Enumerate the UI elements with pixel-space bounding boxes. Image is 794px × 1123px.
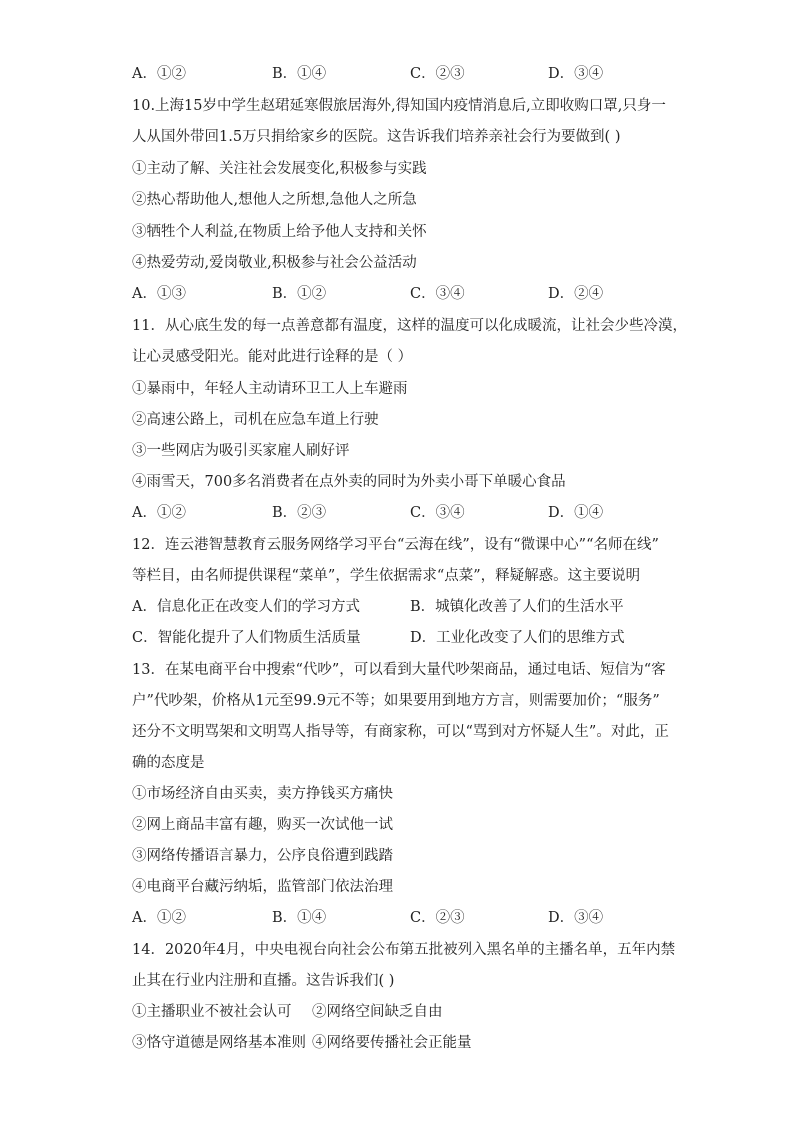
q10-stem-line-2: 人从国外带回1.5万只捐给家乡的医院。这告诉我们培养亲社会行为要做到( ) bbox=[132, 129, 621, 145]
q13-option-a[interactable]: A．①② bbox=[132, 910, 186, 926]
q12-stem-line-1: 12．连云港智慧教育云服务网络学习平台“云海在线”，设有“微课中心”“名师在线” bbox=[132, 537, 659, 553]
q12-option-d[interactable]: D．工业化改变了人们的思维方式 bbox=[410, 630, 625, 646]
q9-option-a[interactable]: A．①② bbox=[132, 66, 186, 82]
q12-stem-line-2: 等栏目，由名师提供课程“菜单”，学生依据需求“点菜”，释疑解惑。这主要说明 bbox=[132, 568, 641, 584]
q11-options bbox=[132, 503, 692, 523]
q13-stem-line-1: 13．在某电商平台中搜索“代吵”，可以看到大量代吵架商品，通过电话、短信为“客 bbox=[132, 662, 666, 678]
q10-statement-4: ④热爱劳动,爱岗敬业,积极参与社会公益活动 bbox=[132, 255, 417, 271]
q13-statement-1: ①市场经济自由买卖，卖方挣钱买方痛快 bbox=[132, 786, 393, 802]
q13-statement-4: ④电商平台藏污纳垢，监管部门依法治理 bbox=[132, 879, 393, 895]
q11-stem-line-2: 让心灵感受阳光。能对此进行诠释的是（ ） bbox=[132, 349, 413, 365]
q11-stem-line-1: 11．从心底生发的每一点善意都有温度，这样的温度可以化成暖流，让社会少些冷漠， bbox=[132, 318, 687, 334]
q10-options bbox=[132, 284, 692, 304]
q13-statement-3: ③网络传播语言暴力，公序良俗遭到践踏 bbox=[132, 848, 393, 864]
q11-option-b[interactable]: B．②③ bbox=[272, 505, 327, 521]
q13-options bbox=[132, 908, 692, 928]
q10-option-b[interactable]: B．①② bbox=[272, 286, 327, 302]
q13-option-c[interactable]: C．②③ bbox=[410, 910, 465, 926]
q12-option-a[interactable]: A．信息化正在改变人们的学习方式 bbox=[132, 599, 360, 615]
q11-option-c[interactable]: C．③④ bbox=[410, 505, 465, 521]
q9-options bbox=[132, 64, 692, 84]
q10-statement-2: ②热心帮助他人,想他人之所想,急他人之所急 bbox=[132, 192, 417, 208]
q11-statement-2: ②高速公路上，司机在应急车道上行驶 bbox=[132, 412, 379, 428]
q13-option-b[interactable]: B．①④ bbox=[272, 910, 327, 926]
q9-option-d[interactable]: D．③④ bbox=[548, 66, 604, 82]
q14-statement-2: ②网络空间缺乏自由 bbox=[312, 1004, 443, 1020]
q13-stem-line-2: 户”代吵架，价格从1元至99.9元不等；如果要用到地方方言，则需要加价；“服务” bbox=[132, 693, 660, 709]
q9-option-b[interactable]: B．①④ bbox=[272, 66, 327, 82]
q10-statement-3: ③牺牲个人利益,在物质上给予他人支持和关怀 bbox=[132, 224, 427, 240]
q10-option-d[interactable]: D．②④ bbox=[548, 286, 604, 302]
q14-statements-row-2 bbox=[132, 1033, 692, 1053]
q12-option-c[interactable]: C．智能化提升了人们物质生活质量 bbox=[132, 630, 361, 646]
q11-statement-4: ④雨雪天，700多名消费者在点外卖的同时为外卖小哥下单暖心食品 bbox=[132, 474, 566, 490]
q13-statement-2: ②网上商品丰富有趣，购买一次试他一试 bbox=[132, 817, 393, 833]
q11-option-a[interactable]: A．①② bbox=[132, 505, 186, 521]
q12-options-row-1 bbox=[132, 597, 692, 617]
q12-option-b[interactable]: B．城镇化改善了人们的生活水平 bbox=[410, 599, 624, 615]
q14-stem-line-1: 14．2020年4月，中央电视台向社会公布第五批被列入黑名单的主播名单，五年内禁 bbox=[132, 942, 676, 958]
q13-option-d[interactable]: D．③④ bbox=[548, 910, 604, 926]
q14-statement-1: ①主播职业不被社会认可 bbox=[132, 1004, 292, 1020]
q10-statement-1: ①主动了解、关注社会发展变化,积极参与实践 bbox=[132, 161, 427, 177]
q14-statement-4: ④网络要传播社会正能量 bbox=[312, 1035, 472, 1051]
q14-stem-line-2: 止其在行业内注册和直播。这告诉我们( ) bbox=[132, 973, 395, 989]
q13-stem-line-4: 确的态度是 bbox=[132, 755, 205, 771]
q9-option-c[interactable]: C．②③ bbox=[410, 66, 465, 82]
q11-statement-3: ③一些网店为吸引买家雇人刷好评 bbox=[132, 443, 350, 459]
q13-stem-line-3: 还分不文明骂架和文明骂人指导等，有商家称，可以“骂到对方怀疑人生”。对此，正 bbox=[132, 724, 669, 740]
q11-option-d[interactable]: D．①④ bbox=[548, 505, 604, 521]
q14-statement-3: ③恪守道德是网络基本准则 bbox=[132, 1035, 306, 1051]
q10-stem-line-1: 10.上海15岁中学生赵珺延寒假旅居海外,得知国内疫情消息后,立即收购口罩,只身一 bbox=[132, 98, 666, 114]
q12-options-row-2 bbox=[132, 628, 692, 648]
q14-statements-row-1 bbox=[132, 1002, 692, 1022]
q11-statement-1: ①暴雨中，年轻人主动请环卫工人上车避雨 bbox=[132, 381, 408, 397]
q10-option-c[interactable]: C．③④ bbox=[410, 286, 465, 302]
q10-option-a[interactable]: A．①③ bbox=[132, 286, 186, 302]
